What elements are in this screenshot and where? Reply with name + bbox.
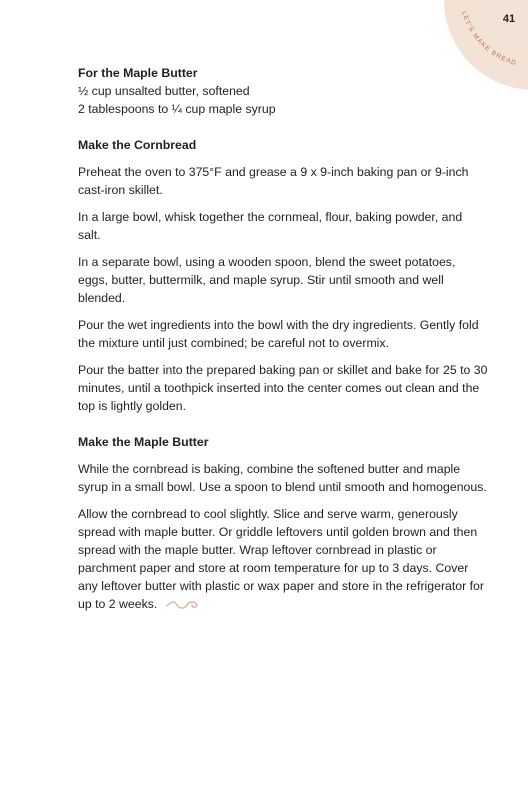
section-heading: Make the Maple Butter [78, 435, 209, 449]
page-number: 41 [502, 13, 516, 25]
instruction-paragraph: Preheat the oven to 375°F and grease a 9 x 9-inch baking pan or 9-inch cast-iron skillet. [78, 165, 469, 197]
make-cornbread-section [78, 136, 488, 415]
ingredients-heading: For the Maple Butter [78, 66, 198, 80]
ingredient-item: 2 tablespoons to ¼ cup maple syrup [78, 102, 276, 116]
running-head-text: LET'S MAKE BREAD [460, 10, 518, 68]
section-heading: Make the Cornbread [78, 138, 197, 152]
ingredient-item: ½ cup unsalted butter, softened [78, 84, 250, 98]
recipe-body [78, 64, 488, 613]
instruction-paragraph: Pour the batter into the prepared baking pan or skillet and bake for 25 to 30 minutes, until a toothpick inserted into the center comes out clean and the top is lightly golden. [78, 363, 488, 413]
maple-butter-ingredients [78, 64, 488, 118]
instruction-paragraph: Allow the cornbread to cool slightly. Slice and serve warm, generously spread with maple butter. Or griddle leftovers until golden brown and then spread with the maple butter. Wrap leftover cornbread in plastic or parchment paper and store at room temperature for up to 3 days. Cover any leftover butter with plastic or wax paper and store in the refrigerator for up to 2 weeks. [78, 507, 484, 611]
instruction-paragraph: In a large bowl, whisk together the cornmeal, flour, baking powder, and salt. [78, 210, 463, 242]
instruction-paragraph: While the cornbread is baking, combine the softened butter and maple syrup in a small bowl. Use a spoon to blend until smooth and homogenous. [78, 462, 487, 494]
svg-text:LET'S MAKE BREAD [460, 11, 518, 68]
flourish-ornament-icon [165, 599, 199, 611]
instruction-paragraph: Pour the wet ingredients into the bowl with the dry ingredients. Gently fold the mixture until just combined; be careful not to overmix. [78, 318, 479, 350]
instruction-paragraph: In a separate bowl, using a wooden spoon, blend the sweet potatoes, eggs, butter, buttermilk, and maple syrup. Stir until smooth and well blended. [78, 255, 456, 305]
make-maple-butter-section [78, 433, 488, 613]
